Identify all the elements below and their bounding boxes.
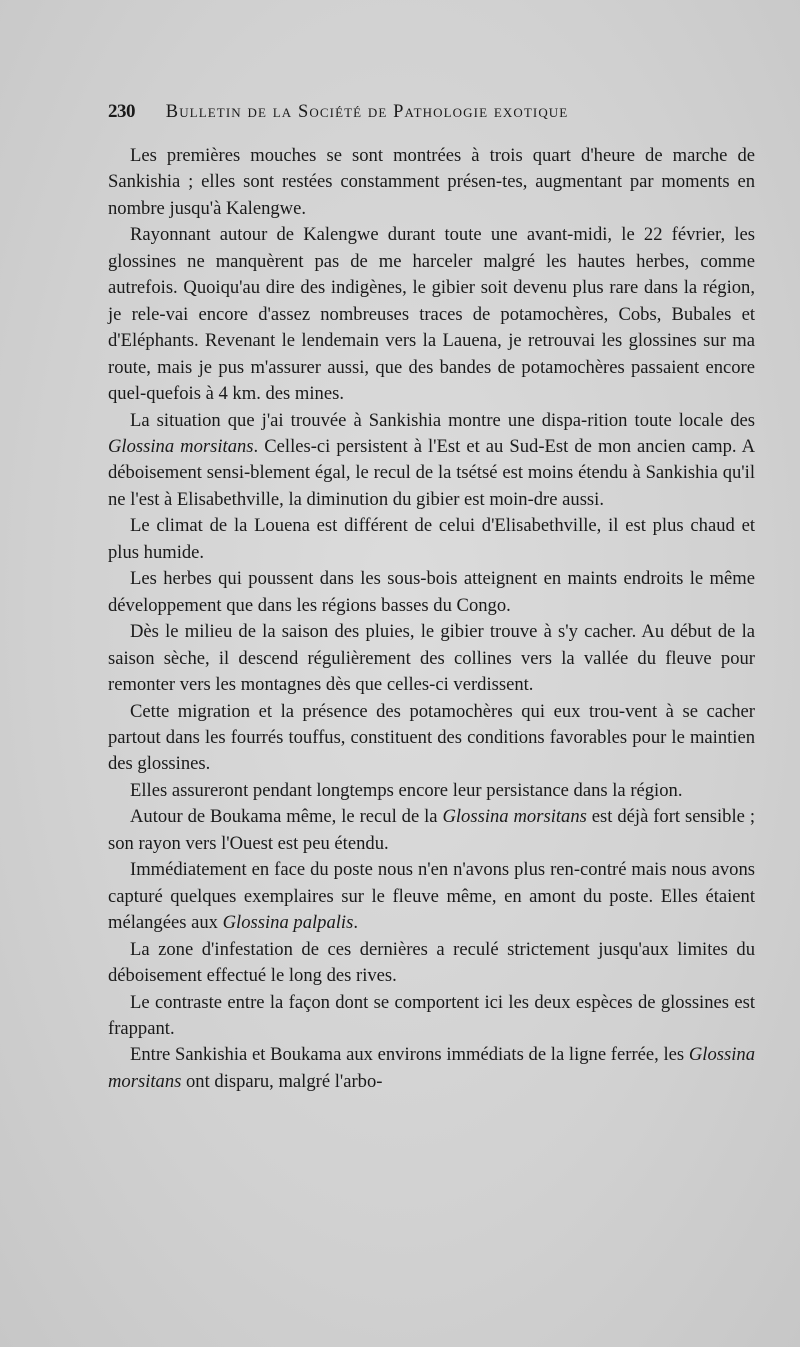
- body-text: [108, 143, 755, 1095]
- text-run: Les herbes qui poussent dans les sous-bois atteignent en maints endroits le même développement que dans les régions basses du Congo.: [108, 568, 755, 616]
- species-name-italic: Glossina morsitans: [442, 806, 587, 828]
- paragraph: [108, 990, 755, 1043]
- paragraph: [108, 619, 755, 698]
- text-run: Immédiatement en face du poste nous n'en n'avons plus ren-contré mais nous avons capturé quelques exemplaires sur le fleuve même, en amont du poste. Elles étaient mélangées aux: [108, 859, 755, 934]
- paragraph: [108, 857, 755, 936]
- paragraph: [108, 804, 755, 857]
- paragraph: [108, 699, 755, 778]
- text-run: Cette migration et la présence des potamochères qui eux trou-vent à se cacher partout dans les fourrés touffus, constituent des conditions favorables pour le maintien des glossines.: [108, 700, 755, 775]
- species-name-italic: Glossina morsitans: [108, 1044, 755, 1092]
- journal-title: Bulletin de la Société de Pathologie exotique: [165, 102, 569, 122]
- paragraph: [108, 566, 755, 619]
- text-run: Elles assureront pendant longtemps encore leur persistance dans la région.: [130, 779, 683, 801]
- text-run: .: [353, 912, 358, 934]
- paragraph: [108, 143, 755, 222]
- text-run: Le contraste entre la façon dont se comportent ici les deux espèces de glossines est frappant.: [108, 991, 755, 1039]
- paragraph: [108, 513, 755, 566]
- species-name-italic: Glossina morsitans: [108, 435, 254, 457]
- paragraph: [108, 937, 755, 990]
- text-run: Dès le milieu de la saison des pluies, le gibier trouve à s'y cacher. Au début de la saison sèche, il descend régulièrement des collines vers la vallée du fleuve pour remonter vers les montagnes dès que celles-ci verdissent.: [108, 621, 755, 696]
- running-head: [108, 99, 758, 125]
- text-run: Autour de Boukama même, le recul de la: [130, 806, 443, 828]
- text-run: Rayonnant autour de Kalengwe durant toute une avant-midi, le 22 février, les glossines ne manquèrent pas de me harceler malgré les hautes herbes, comme autrefois. Quoiqu'au dire des indigènes, le gibier soit devenu plus rare dans la région, je rele-vai encore d'assez nombreuses traces de potamochères, Cobs, Bubales et d'Eléphants. Revenant le lendemain vers la Lauena, je retrouvai les glossines sur ma route, mais je pus m'assurer aussi, que des bandes de potamochères passaient encore quel-quefois à 4 km. des mines.: [108, 224, 755, 405]
- paragraph: [108, 1042, 755, 1095]
- text-run: . Celles-ci persistent à l'Est et au Sud-Est de mon ancien camp. A déboisement sensi-blement égal, le recul de la tsétsé est moins étendu à Sankishia qu'il ne l'est à Elisabethville, la diminution du gibier est moin-dre aussi.: [108, 435, 755, 510]
- species-name-italic: Glossina palpalis: [222, 912, 354, 934]
- text-run: Entre Sankishia et Boukama aux environs immédiats de la ligne ferrée, les: [130, 1044, 689, 1066]
- text-run: est déjà fort sensible ; son rayon vers l'Ouest est peu étendu.: [108, 806, 755, 854]
- paragraph: [108, 222, 755, 407]
- text-run: Le climat de la Louena est différent de celui d'Elisabethville, il est plus chaud et plus humide.: [108, 515, 755, 563]
- text-run: La zone d'infestation de ces dernières a reculé strictement jusqu'aux limites du déboisement effectué le long des rives.: [108, 938, 755, 987]
- text-run: Les premières mouches se sont montrées à trois quart d'heure de marche de Sankishia ; elles sont restées constamment présen-tes, augmentant par moments en nombre jusqu'à Kalengwe.: [108, 145, 755, 219]
- text-run: La situation que j'ai trouvée à Sankishia montre une dispa-rition toute locale des: [130, 409, 755, 431]
- paragraph: [108, 778, 755, 804]
- text-run: ont disparu, malgré l'arbo-: [181, 1070, 383, 1092]
- page-number: 230: [108, 101, 135, 122]
- paragraph: [108, 408, 755, 514]
